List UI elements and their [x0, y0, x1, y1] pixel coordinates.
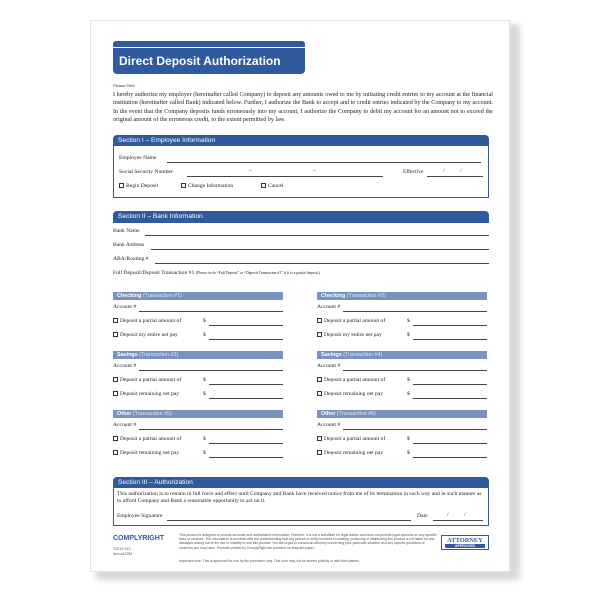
account-type: Savings: [117, 352, 138, 358]
dollar-sign: $: [407, 436, 410, 442]
date-slash: /: [447, 512, 449, 518]
checkbox[interactable]: [317, 450, 322, 455]
section2-rule: [113, 222, 489, 223]
checkbox[interactable]: [113, 318, 118, 323]
transaction-heading: [317, 351, 487, 359]
date-slash: /: [443, 168, 445, 174]
account-number-field[interactable]: [139, 311, 283, 312]
partial-amount-label: Deposit a partial amount of: [324, 436, 386, 442]
checkbox[interactable]: [119, 183, 124, 188]
bank-name-label: Bank Name: [113, 228, 140, 234]
net-pay-option[interactable]: [113, 391, 179, 397]
please-print-note: Please Print: [113, 83, 135, 88]
account-label: Account #: [113, 363, 137, 369]
partial-amount-label: Deposit a partial amount of: [120, 318, 182, 324]
change-information-option[interactable]: [181, 183, 233, 189]
partial-amount-label: Deposit a partial amount of: [120, 377, 182, 383]
partial-amount-option[interactable]: [317, 436, 385, 442]
partial-amount-label: Deposit a partial amount of: [324, 318, 386, 324]
complyright-logo: COMPLYRIGHT: [113, 535, 165, 542]
effective-label: Effective: [403, 169, 424, 175]
employee-name-field[interactable]: [167, 162, 481, 163]
net-pay-label: Deposit remaining net pay: [120, 450, 180, 456]
net-pay-label: Deposit remaining net pay: [120, 391, 180, 397]
ssn-label: Social Security Number: [119, 169, 173, 175]
date-label: Date: [417, 513, 428, 519]
checkbox[interactable]: [113, 450, 118, 455]
employee-name-label: Employee Name: [119, 155, 157, 161]
dollar-sign: $: [407, 332, 410, 338]
account-type: Checking: [117, 293, 142, 299]
transaction-number: (Transaction #1): [142, 293, 182, 299]
dollar-sign: $: [203, 318, 206, 324]
partial-amount-label: Deposit a partial amount of: [120, 436, 182, 442]
partial-amount-option[interactable]: [113, 377, 181, 383]
account-label: Account #: [113, 422, 137, 428]
section1-heading: Section I – Employee Information: [113, 135, 489, 146]
bank-address-field[interactable]: [151, 249, 489, 250]
transaction-number: (Transaction #3): [139, 352, 179, 358]
form-title: Direct Deposit Authorization: [113, 48, 305, 74]
transaction-heading: [317, 410, 487, 418]
net-pay-amount-field[interactable]: [209, 398, 283, 399]
badge-bottom-text: APPROVED: [445, 544, 485, 548]
net-pay-amount-field[interactable]: [413, 339, 487, 340]
net-pay-amount-field[interactable]: [209, 457, 283, 458]
partial-amount-field[interactable]: [413, 384, 487, 385]
approval-note: Important note: This is approved for use by the purchaser only. This form may not be shared publicly or with third parties.: [179, 559, 360, 563]
item-code: ©2013 XXX: [113, 547, 131, 551]
net-pay-label: Deposit my entire net pay: [120, 332, 178, 338]
account-number-field[interactable]: [343, 370, 487, 371]
change-information-label: Change Information: [188, 183, 234, 189]
partial-amount-option[interactable]: [113, 318, 181, 324]
attorney-approved-badge: [441, 535, 489, 550]
transaction-number: (Transaction #4): [343, 352, 383, 358]
account-label: Account #: [317, 304, 341, 310]
net-pay-option[interactable]: [317, 391, 383, 397]
checkbox[interactable]: [113, 391, 118, 396]
dollar-sign: $: [407, 377, 410, 383]
net-pay-label: Deposit remaining net pay: [324, 450, 384, 456]
account-number-field[interactable]: [343, 429, 487, 430]
signature-field[interactable]: [167, 520, 411, 521]
transaction-heading: [113, 292, 283, 300]
signature-date-field[interactable]: [433, 520, 483, 521]
form-page: [90, 20, 510, 572]
transaction-heading: [113, 410, 283, 418]
net-pay-option[interactable]: [317, 450, 383, 456]
full-deposit-text: Full Deposit/Deposit Transaction #1: [113, 270, 195, 276]
dollar-sign: $: [203, 391, 206, 397]
partial-amount-field[interactable]: [209, 384, 283, 385]
routing-label: ABA/Routing #: [113, 256, 149, 262]
partial-amount-field[interactable]: [209, 443, 283, 444]
account-number-field[interactable]: [139, 370, 283, 371]
legal-disclaimer: This product is designed to provide accurate and authoritative information. However, it is not a substitute for legal advice and does not provide legal opinions on any specific facts or services. The information is provided with the understanding that any person or entity involved in creating, producing or distributing this product is not liable for any damages arising out of the use or inability to use this product. You are urged to consult an attorney concerning your particular situation and any specific questions or concerns you may have. Products printed by ComplyRight are provided on recycled paper.: [179, 533, 437, 550]
partial-amount-field[interactable]: [413, 325, 487, 326]
ssn-dash: –: [249, 168, 252, 174]
item-number: Item #A2254: [113, 552, 133, 556]
net-pay-label: Deposit remaining net pay: [324, 391, 384, 397]
bank-name-field[interactable]: [145, 235, 489, 236]
checkbox[interactable]: [261, 183, 266, 188]
dollar-sign: $: [203, 377, 206, 383]
account-type: Other: [321, 411, 336, 417]
checkbox[interactable]: [113, 332, 118, 337]
routing-field[interactable]: [155, 263, 489, 264]
account-type: Other: [117, 411, 132, 417]
section3-heading: Section III – Authorization: [113, 477, 489, 488]
begin-deposit-option[interactable]: [119, 183, 158, 189]
section2-heading: Section II – Bank Information: [113, 211, 489, 222]
partial-amount-field[interactable]: [413, 443, 487, 444]
signature-label: Employee Signature: [117, 513, 163, 519]
account-number-field[interactable]: [139, 429, 283, 430]
dollar-sign: $: [407, 318, 410, 324]
net-pay-option[interactable]: [113, 332, 178, 338]
net-pay-option[interactable]: [317, 332, 382, 338]
checkbox[interactable]: [181, 183, 186, 188]
partial-amount-field[interactable]: [209, 325, 283, 326]
net-pay-label: Deposit my entire net pay: [324, 332, 382, 338]
dollar-sign: $: [203, 332, 206, 338]
title-tab: [113, 41, 305, 47]
transaction-number: (Transaction #5): [132, 411, 172, 417]
partial-amount-option[interactable]: [317, 318, 385, 324]
transaction-number: (Transaction #2): [346, 293, 386, 299]
badge-top-text: ATTORNEY: [447, 537, 483, 544]
intro-paragraph: I hereby authorize my employer (hereinafter called Company) to deposit any amounts owed to me by initiating credit entries to my account at the financial institution (hereinafter called Bank) indicated below. Further, I authorize the Bank to accept and to credit entries indicated by the Company to my account. In the event that the Company deposits funds erroneously into my account, I authorize the Company to debit my account for an amount not to exceed the original amount of the erroneous credit, to the extent permitted by law.: [113, 92, 493, 124]
dollar-sign: $: [203, 436, 206, 442]
bank-address-label: Bank Address: [113, 242, 145, 248]
account-type: Checking: [321, 293, 346, 299]
authorization-text: This authorization is to remain in full force and effect until Company and Bank have received notice from me of its termination in such way and in such manner as to afford Company and Bank a reasonable opportunity to act on it.: [117, 491, 482, 505]
checkbox[interactable]: [113, 377, 118, 382]
ssn-dash: –: [313, 168, 316, 174]
cancel-label: Cancel: [268, 183, 284, 189]
transaction-number: (Transaction #6): [336, 411, 376, 417]
checkbox[interactable]: [317, 332, 322, 337]
full-deposit-label: [113, 270, 320, 276]
date-slash: /: [460, 168, 462, 174]
transaction-heading: [113, 351, 283, 359]
transaction-heading: [317, 292, 487, 300]
dollar-sign: $: [407, 450, 410, 456]
partial-amount-option[interactable]: [317, 377, 385, 383]
dollar-sign: $: [407, 391, 410, 397]
checkbox[interactable]: [113, 436, 118, 441]
dollar-sign: $: [203, 450, 206, 456]
checkbox[interactable]: [317, 436, 322, 441]
net-pay-amount-field[interactable]: [413, 457, 487, 458]
partial-amount-option[interactable]: [113, 436, 181, 442]
effective-date-field[interactable]: [427, 176, 483, 177]
partial-amount-label: Deposit a partial amount of: [324, 377, 386, 383]
account-label: Account #: [317, 363, 341, 369]
begin-deposit-label: Begin Deposit: [126, 183, 159, 189]
net-pay-option[interactable]: [113, 450, 179, 456]
checkbox[interactable]: [317, 391, 322, 396]
checkbox[interactable]: [317, 318, 322, 323]
account-label: Account #: [317, 422, 341, 428]
net-pay-amount-field[interactable]: [209, 339, 283, 340]
account-type: Savings: [321, 352, 342, 358]
date-slash: /: [464, 512, 466, 518]
net-pay-amount-field[interactable]: [413, 398, 487, 399]
cancel-option[interactable]: [261, 183, 284, 189]
ssn-field[interactable]: [187, 176, 383, 177]
checkbox[interactable]: [317, 377, 322, 382]
account-number-field[interactable]: [343, 311, 487, 312]
account-label: Account #: [113, 304, 137, 310]
full-deposit-note: (Please circle “Full Deposit” or “Deposit Transaction #1” if it is a partial deposit.): [195, 271, 321, 275]
